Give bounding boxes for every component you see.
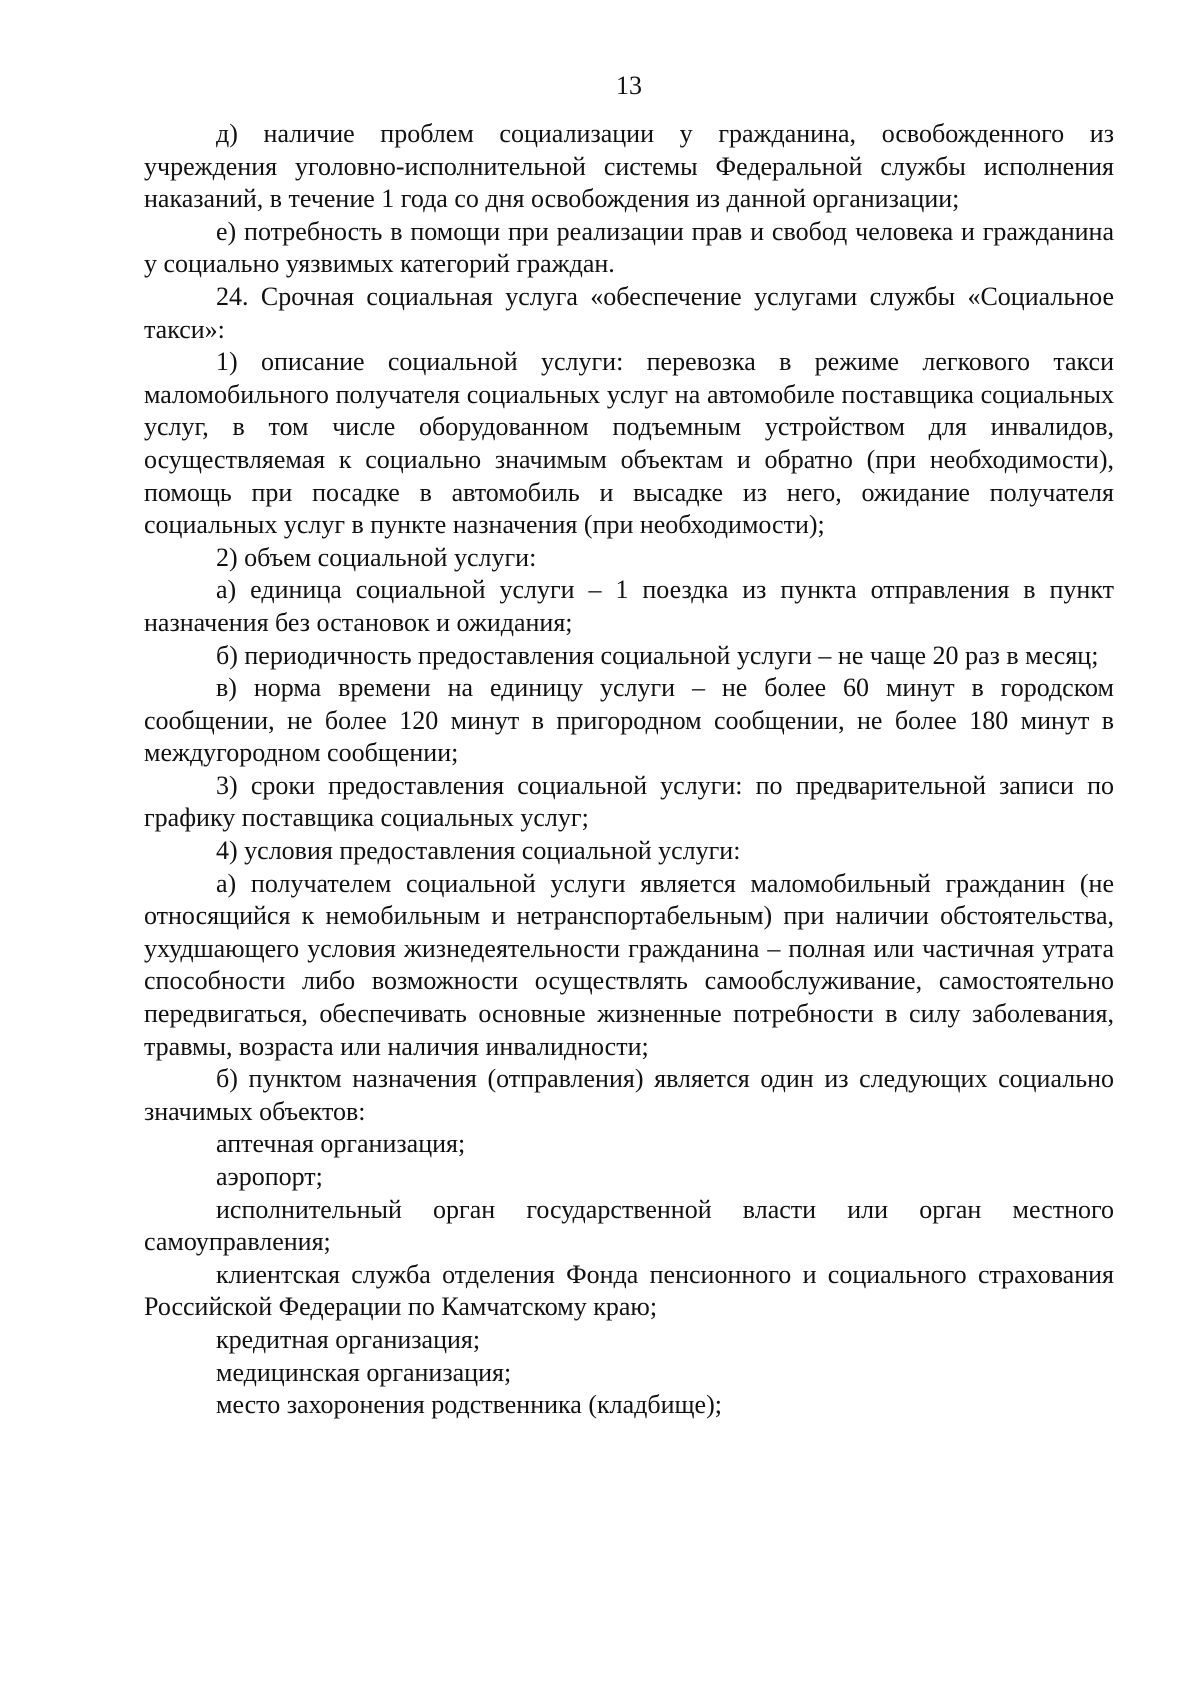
paragraph-2c-time-norm: в) норма времени на единицу услуги – не более 60 минут в городском сообщении, не более 120 минут в пригородном сообщении, не более 180 минут в междугородном сообщении; xyxy=(144,673,1114,768)
paragraph-e-rights-assistance: е) потребность в помощи при реализации прав и свобод человека и гражданина у социально уязвимых категорий граждан. xyxy=(144,216,1114,279)
list-item-cemetery: место захоронения родственника (кладбище); xyxy=(216,1390,722,1420)
paragraph-d-socialization: д) наличие проблем социализации у гражданина, освобожденного из учреждения уголовно-исполнительной системы Федеральной службы исполнения наказаний, в течение 1 года со дня освобождения из данной организации; xyxy=(144,119,1114,214)
paragraph-2-service-volume: 2) объем социальной услуги: xyxy=(216,542,537,572)
paragraph-4-service-conditions: 4) условия предоставления социальной услуги: xyxy=(216,836,741,866)
paragraph-2b-frequency: б) периодичность предоставления социальной услуги – не чаще 20 раз в месяц; xyxy=(216,640,1099,670)
list-item-airport: аэропорт; xyxy=(216,1162,323,1191)
list-item-credit-organization: кредитная организация; xyxy=(216,1324,481,1354)
paragraph-24-social-taxi: 24. Срочная социальная услуга «обеспечение услугами службы «Социальное такси»: xyxy=(144,281,1114,344)
page-number: 13 xyxy=(616,71,642,100)
paragraph-3-service-terms: 3) сроки предоставления социальной услуги: по предварительной записи по графику поставщика социальных услуг; xyxy=(144,770,1114,833)
paragraph-4a-recipient: а) получателем социальной услуги является маломобильный гражданин (не относящийся к немобильным и нетранспортабельным) при наличии обстоятельства, ухудшающего условия жизнедеятельности гражданина – полная или частичная утрата способности либо возможности осуществлять самообслуживание, самостоятельно передвигаться, обеспечивать основные жизненные потребности в силу заболевания, травмы, возраста или наличия инвалидности; xyxy=(144,868,1114,1061)
list-item-pharmacy: аптечная организация; xyxy=(216,1129,466,1159)
document-body xyxy=(144,118,1114,1422)
paragraph-2a-service-unit: а) единица социальной услуги – 1 поездка из пункта отправления в пункт назначения без остановок и ожидания; xyxy=(144,575,1114,637)
list-item-government-body: исполнительный орган государственной власти или орган местного самоуправления; xyxy=(144,1194,1114,1257)
paragraph-1-service-description: 1) описание социальной услуги: перевозка в режиме легкового такси маломобильного получателя социальных услуг на автомобиле поставщика социальных услуг, в том числе оборудованном подъемным устройством для инвалидов, осуществляемая к социально значимым объектам и обратно (при необходимости), помощь при посадке в автомобиль и высадке из него, ожидание получателя социальных услуг в пункте назначения (при необходимости); xyxy=(144,347,1114,540)
list-item-pension-fund: клиентская служба отделения Фонда пенсионного и социального страхования Российской Федерации по Камчатскому краю; xyxy=(144,1259,1114,1322)
paragraph-4b-destination: б) пунктом назначения (отправления) является один из следующих социально значимых объектов: xyxy=(144,1064,1114,1126)
list-item-medical-organization: медицинская организация; xyxy=(216,1357,512,1387)
